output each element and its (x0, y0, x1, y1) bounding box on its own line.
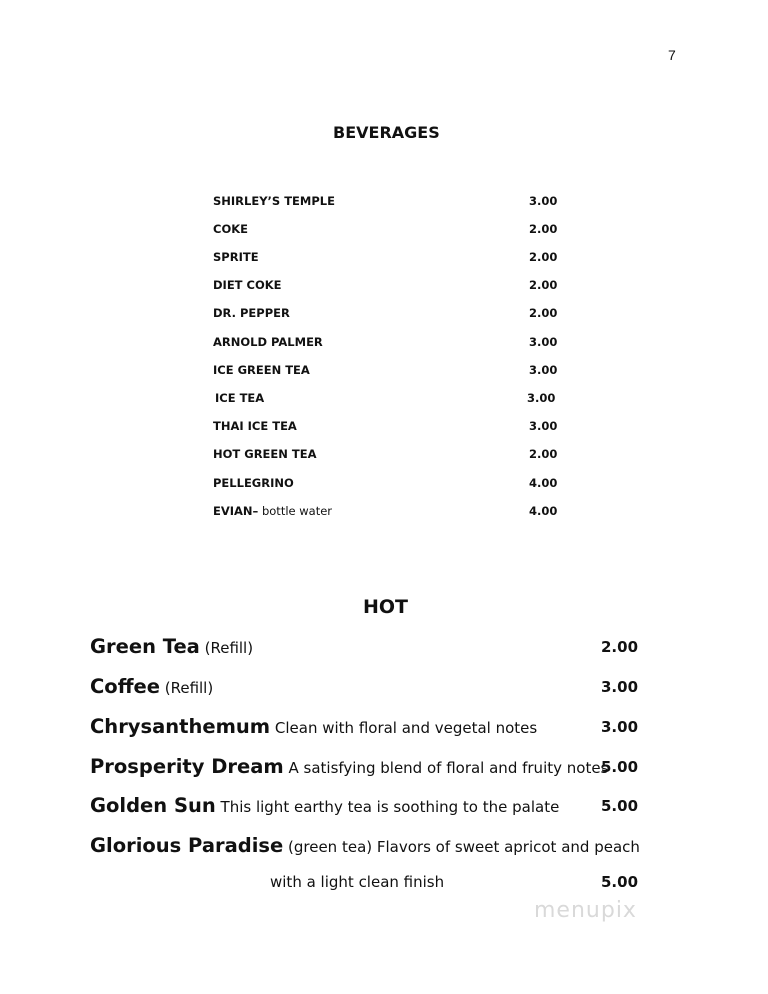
item-name: Green Tea (90, 635, 200, 658)
item-name: SHIRLEY’S TEMPLE (213, 194, 335, 208)
item-description: This light earthy tea is soothing to the palate (215, 798, 560, 816)
list-item (213, 278, 558, 298)
item-name: ARNOLD PALMER (213, 335, 323, 349)
item-price: 3.00 (601, 678, 639, 696)
item-description: (Refill) (159, 679, 214, 697)
list-item (213, 194, 558, 214)
item-name: THAI ICE TEA (213, 419, 297, 433)
item-price: 3.00 (529, 335, 558, 349)
item-name: Golden Sun (90, 794, 216, 817)
item-name: Prosperity Dream (90, 755, 284, 778)
item-price: 3.00 (529, 363, 558, 377)
item-name: EVIAN– bottle water (213, 504, 333, 518)
item-name: ICE GREEN TEA (213, 363, 310, 377)
list-item (213, 391, 558, 411)
list-item (213, 476, 558, 496)
item-price: 2.00 (529, 306, 558, 320)
item-price: 3.00 (527, 391, 556, 405)
hot-title: HOT (363, 596, 409, 618)
item-price: 2.00 (601, 638, 639, 656)
item-description: A satisfying blend of floral and fruity notes (283, 759, 609, 777)
item-name: PELLEGRINO (213, 476, 294, 490)
list-item (213, 363, 558, 383)
continuation-row (90, 870, 650, 898)
item-price: 3.00 (529, 419, 558, 433)
list-item (90, 675, 650, 703)
item-description: Clean with floral and vegetal notes (270, 719, 538, 737)
item-description: (Refill) (199, 639, 254, 657)
item-price: 2.00 (529, 278, 558, 292)
item-price: 2.00 (529, 250, 558, 264)
list-item (90, 755, 650, 783)
item-price: 4.00 (529, 476, 558, 490)
list-item (213, 335, 558, 355)
item-name: SPRITE (213, 250, 259, 264)
item-description: (green tea) Flavors of sweet apricot and peach (283, 838, 640, 856)
watermark-logo: menupix (534, 898, 637, 923)
item-price: 2.00 (529, 222, 558, 236)
item-name: COKE (213, 222, 248, 236)
item-price: 5.00 (601, 797, 639, 815)
item-name: ICE TEA (215, 391, 265, 405)
list-item (90, 635, 650, 663)
list-item (90, 834, 650, 862)
beverages-title: BEVERAGES (333, 123, 440, 142)
item-price: 5.00 (601, 758, 639, 776)
list-item (213, 250, 558, 270)
page-number: 7 (668, 47, 676, 63)
item-description-continuation: with a light clean finish (270, 873, 445, 891)
item-price: 4.00 (529, 504, 558, 518)
item-name: Chrysanthemum (90, 715, 271, 738)
list-item (213, 222, 558, 242)
item-name: HOT GREEN TEA (213, 447, 317, 461)
item-price: 3.00 (601, 718, 639, 736)
list-item (90, 794, 650, 822)
item-name: Glorious Paradise (90, 834, 284, 857)
item-name: DIET COKE (213, 278, 282, 292)
list-item (213, 419, 558, 439)
item-price: 5.00 (601, 873, 639, 891)
item-price: 3.00 (529, 194, 558, 208)
list-item (213, 504, 558, 524)
item-name: Coffee (90, 675, 160, 698)
item-name: DR. PEPPER (213, 306, 290, 320)
list-item (213, 306, 558, 326)
list-item (90, 715, 650, 743)
list-item (213, 447, 558, 467)
item-price: 2.00 (529, 447, 558, 461)
